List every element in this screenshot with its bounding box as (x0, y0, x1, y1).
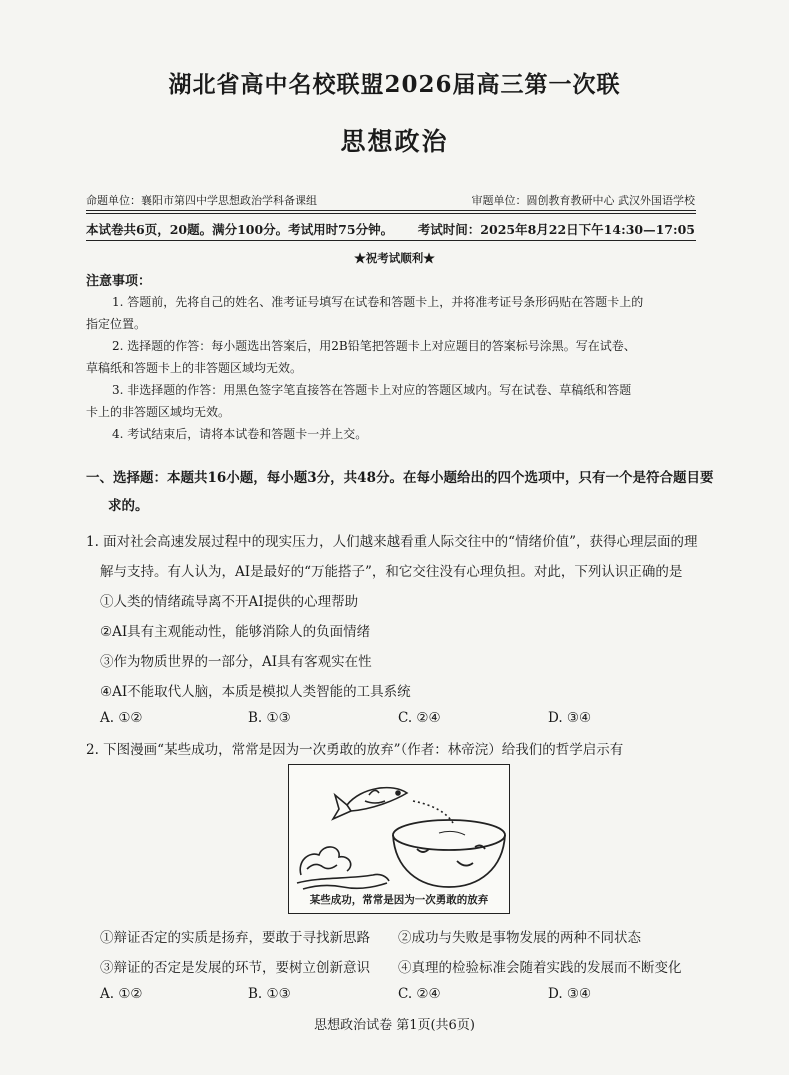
notice-item-3-cont: 卡上的非答题区域均无效。 (86, 405, 231, 419)
q2-statement-2: ②成功与失败是事物发展的两种不同状态 (398, 930, 641, 946)
page-footer: 思想政治试卷 第1页(共6页) (314, 1018, 475, 1033)
cartoon-illustration (289, 765, 509, 913)
q2-statement-3: ③辩证的否定是发展的环节，要树立创新意识 (100, 960, 370, 976)
notice-item-4: 4. 考试结束后，请将本试卷和答题卡一并上交。 (112, 427, 368, 441)
q1-statement-2: ②AI具有主观能动性，能够消除人的负面情绪 (100, 624, 371, 640)
divider-line (86, 240, 696, 241)
notice-item-2: 2. 选择题的作答：每小题选出答案后，用2B铅笔把答题卡上对应题目的答案标号涂黑。写在试卷、 (112, 339, 636, 353)
q1-option-c: C. ②④ (398, 710, 441, 726)
cartoon-figure (288, 764, 510, 914)
section-heading: 一、选择题：本题共16小题，每小题3分，共48分。在每小题给出的四个选项中，只有一个是符合题目要 (86, 470, 714, 486)
exam-title: 湖北省高中名校联盟2026届高三第一次联 (168, 71, 621, 98)
proposer-unit: 命题单位：襄阳市第四中学思想政治学科备课组 (86, 194, 317, 207)
divider-line (86, 210, 696, 211)
q1-statement-1: ①人类的情绪疏导离不开AI提供的心理帮助 (100, 594, 359, 610)
section-heading-cont: 求的。 (108, 498, 149, 514)
question-1-stem-cont: 解与支持。有人认为，AI是最好的“万能搭子”，和它交往没有心理负担。对此，下列认识正确的是 (100, 564, 683, 580)
q2-option-d: D. ③④ (548, 986, 592, 1002)
good-luck-wish: ★祝考试顺利★ (354, 251, 435, 265)
q2-option-c: C. ②④ (398, 986, 441, 1002)
q2-option-b: B. ①③ (248, 986, 291, 1002)
notice-item-1: 1. 答题前，先将自己的姓名、准考证号填写在试卷和答题卡上，并将准考证号条形码贴在答题卡上的 (112, 295, 644, 309)
notice-item-3: 3. 非选择题的作答：用黑色签字笔直接答在答题卡上对应的答题区域内。写在试卷、草稿纸和答题 (112, 383, 632, 397)
reviewer-unit: 审题单位：圆创教育教研中心 武汉外国语学校 (471, 194, 695, 207)
question-1-stem: 1. 面对社会高速发展过程中的现实压力，人们越来越看重人际交往中的“情绪价值”，获得心理层面的理 (86, 534, 698, 550)
notice-item-1-cont: 指定位置。 (86, 317, 147, 331)
question-2-stem: 2. 下图漫画“某些成功，常常是因为一次勇敢的放弃”（作者：林帝浣）给我们的哲学启示有 (86, 742, 624, 758)
q2-option-a: A. ①② (100, 986, 143, 1002)
notice-heading: 注意事项： (86, 274, 152, 289)
subject-title: 思想政治 (340, 127, 449, 156)
divider-line (86, 213, 696, 214)
q2-statement-1: ①辩证否定的实质是扬弃，要敢于寻找新思路 (100, 930, 370, 946)
q1-option-d: D. ③④ (548, 710, 592, 726)
notice-item-2-cont: 草稿纸和答题卡上的非答题区域均无效。 (86, 361, 303, 375)
q1-option-a: A. ①② (100, 710, 143, 726)
paper-info: 本试卷共6页，20题。满分100分。考试用时75分钟。 (86, 222, 394, 237)
q1-option-b: B. ①③ (248, 710, 291, 726)
cartoon-caption: 某些成功，常常是因为一次勇敢的放弃 (309, 894, 489, 906)
q1-statement-4: ④AI不能取代人脑，本质是模拟人类智能的工具系统 (100, 684, 411, 700)
q1-statement-3: ③作为物质世界的一部分，AI具有客观实在性 (100, 654, 372, 670)
exam-time: 考试时间：2025年8月22日下午14:30—17:05 (417, 222, 695, 237)
q2-statement-4: ④真理的检验标准会随着实践的发展而不断变化 (398, 960, 682, 976)
